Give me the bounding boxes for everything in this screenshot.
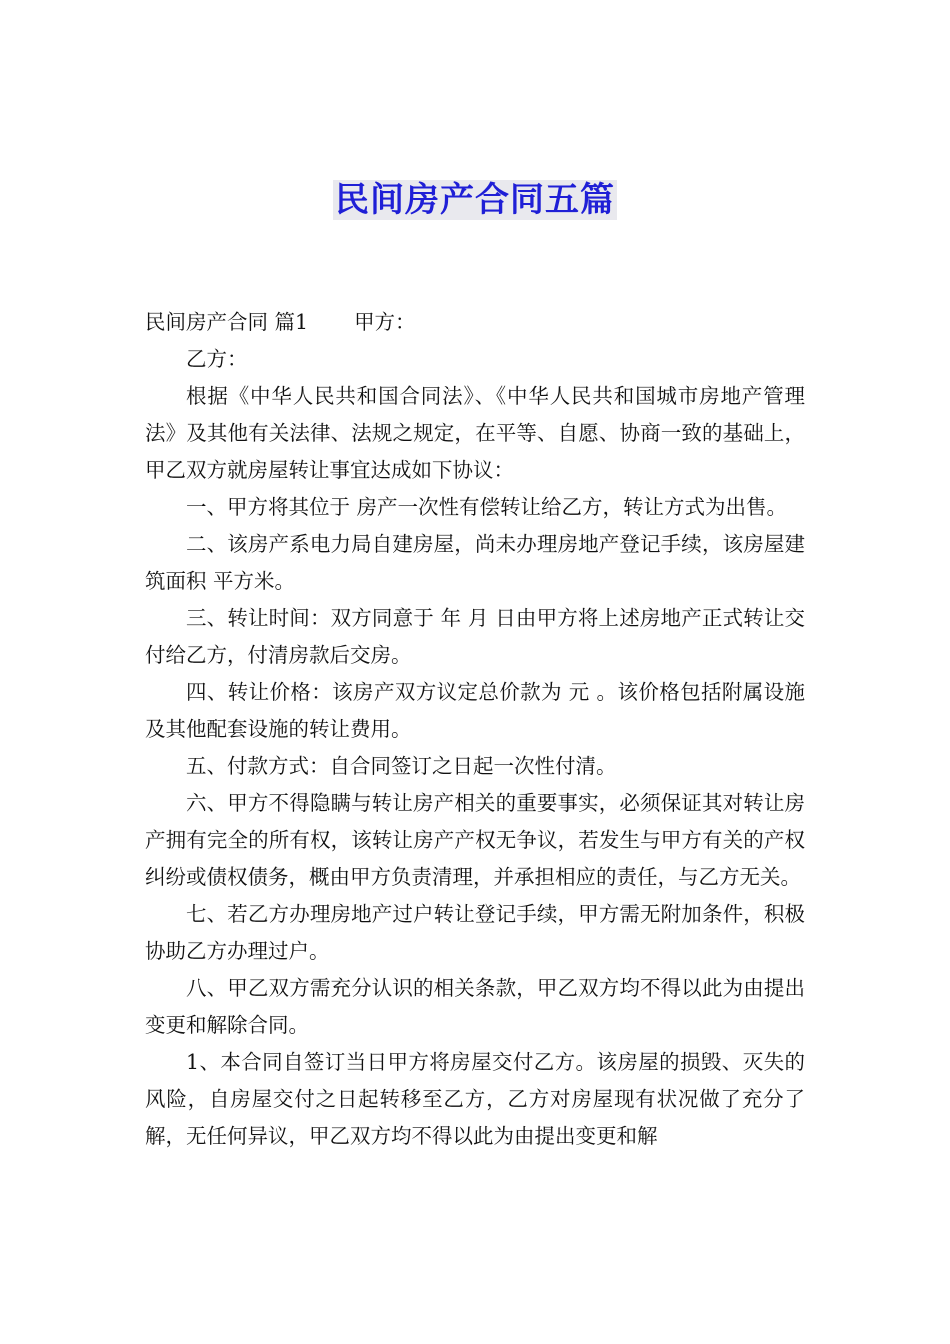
party-b-line: 乙方： — [186, 347, 248, 371]
document-title-text: 民间房产合同五篇 — [335, 180, 615, 220]
paragraph-clause-7: 七、若乙方办理房地产过户转让登记手续，甲方需无附加条件，积极协助乙方办理过户。 — [145, 902, 805, 963]
paragraph-clause-2: 二、该房产系电力局自建房屋，尚未办理房地产登记手续，该房屋建筑面积 平方米。 — [145, 532, 805, 593]
paragraph-preamble: 根据《中华人民共和国合同法》、《中华人民共和国城市房地产管理法》及其他有关法律、法规之规定，在平等、自愿、协商一致的基础上，甲乙双方就房屋转让事宜达成如下协议： — [145, 384, 805, 482]
party-a-label: 甲方： — [354, 310, 416, 334]
paragraph-clause-4: 四、转让价格：该房产双方议定总价款为 元 。该价格包括附属设施及其他配套设施的转让费用。 — [145, 680, 805, 741]
paragraph-clause-8: 八、甲乙双方需充分认识的相关条款，甲乙双方均不得以此为由提出变更和解除合同。 — [145, 976, 805, 1037]
paragraph-clause-6: 六、甲方不得隐瞒与转让房产相关的重要事实，必须保证其对转让房产拥有完全的所有权，该转让房产产权无争议，若发生与甲方有关的产权纠纷或债权债务，概由甲方负责清理，并承担相应的责任，与乙方无关。 — [145, 791, 805, 889]
paragraph-clause-1: 一、甲方将其位于 房产一次性有偿转让给乙方，转让方式为出售。 — [186, 495, 788, 519]
document-title — [0, 178, 950, 222]
paragraph-subclause-1: 1、本合同自签订当日甲方将房屋交付乙方。该房屋的损毁、灭失的风险，自房屋交付之日起转移至乙方，乙方对房屋现有状况做了充分了解，无任何异议，甲乙双方均不得以此为由提出变更和解 — [145, 1050, 805, 1148]
contract-heading-label: 民间房产合同 篇1 — [145, 310, 309, 334]
paragraph-clause-5: 五、付款方式：自合同签订之日起一次性付清。 — [186, 754, 617, 778]
paragraph-clause-3: 三、转让时间：双方同意于 年 月 日由甲方将上述房地产正式转让交付给乙方，付清房款后交房。 — [145, 606, 805, 667]
document-body — [145, 304, 805, 1155]
contract-heading-line — [145, 304, 805, 341]
